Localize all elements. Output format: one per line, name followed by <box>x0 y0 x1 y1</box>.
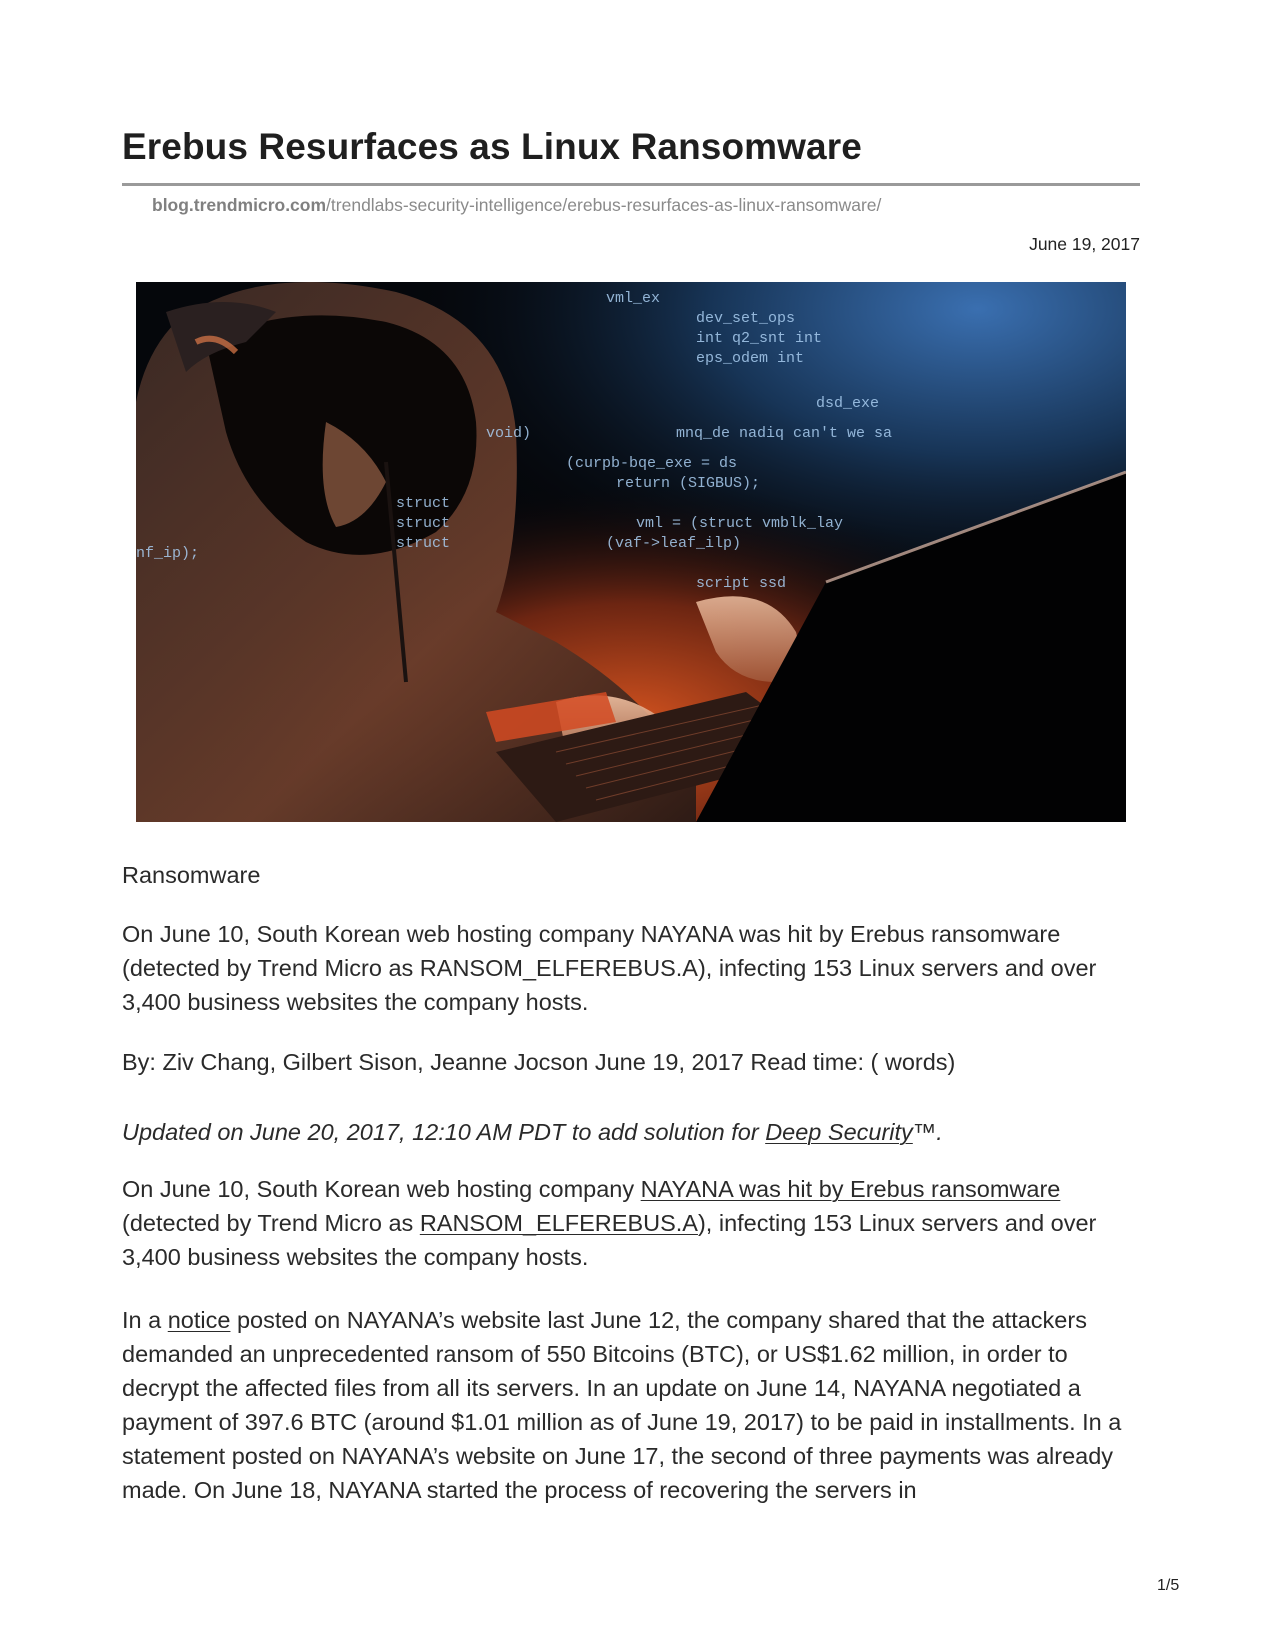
article-summary: On June 10, South Korean web hosting company NAYANA was hit by Erebus ransomware (detected by Trend Micro as RANSOM_ELFEREBUS.A), infecting 153 Linux servers and over 3,400 business websites the company hosts. <box>122 921 1097 1015</box>
article-paragraph-1 <box>122 1172 1140 1274</box>
hero-image <box>136 282 1126 822</box>
article-paragraph-2 <box>122 1303 1140 1507</box>
article-date: June 19, 2017 <box>1029 234 1140 254</box>
article-title: Erebus Resurfaces as Linux Ransomware <box>122 126 862 167</box>
code-text: eps_odem int <box>696 350 805 367</box>
code-text: vml = (struct vmblk_lay <box>636 515 844 532</box>
article-byline: By: Ziv Chang, Gilbert Sison, Jeanne Jocson June 19, 2017 Read time: ( words) <box>122 1049 956 1075</box>
code-text: vml_ex <box>606 290 661 307</box>
code-text: return (SIGBUS); <box>616 475 761 492</box>
title-divider <box>122 183 1140 186</box>
page-number: 1/5 <box>1157 1577 1180 1594</box>
code-text: struct <box>396 495 451 512</box>
paragraph-text: In a <box>122 1307 168 1333</box>
ransom-elferebus-link[interactable]: RANSOM_ELFEREBUS.A <box>419 1210 698 1236</box>
nayana-erebus-link[interactable]: NAYANA was hit by Erebus ransomware <box>640 1176 1061 1202</box>
code-text: struct <box>396 515 451 532</box>
paragraph-text: ), infecting 153 Linux servers and over 3,400 business websites the company hosts. <box>122 1210 1097 1270</box>
paragraph-text: On June 10, South Korean web hosting company <box>122 1176 641 1202</box>
article-category: Ransomware <box>122 862 261 888</box>
source-path: /trendlabs-security-intelligence/erebus-resurfaces-as-linux-ransomware/ <box>326 195 882 215</box>
code-text: (curpb-bqe_exe = ds <box>566 455 738 472</box>
code-text: mnq_de nadiq can't we sa <box>676 425 893 442</box>
paragraph-text: posted on NAYANA’s website last June 12, the company shared that the attackers demanded an unprecedented ransom of 550 Bitcoins (BTC), or US$1.62 million, in order to decrypt the affected files from all its servers. In an update on June 14, NAYANA negotiated a payment of 397.6 BTC (around $1.01 million as of June 19, 2017) to be paid in installments. In a statement posted on NAYANA’s website on June 17, the second of three payments was already made. On June 18, NAYANA started the process of recovering the servers in <box>122 1307 1122 1503</box>
update-note-suffix: ™. <box>912 1119 943 1145</box>
code-text: script ssd <box>696 575 787 592</box>
code-text: int q2_snt int <box>696 330 823 347</box>
code-text: dsd_exe <box>816 395 880 412</box>
update-note <box>122 1115 1140 1149</box>
deep-security-link[interactable]: Deep Security <box>765 1119 913 1145</box>
hooded-hacker-at-laptop-image <box>136 282 1126 822</box>
code-text: nf_ip); <box>136 545 200 562</box>
code-text: (vaf->leaf_ilp) <box>606 535 742 552</box>
code-text: struct <box>396 535 451 552</box>
notice-link[interactable]: notice <box>167 1307 231 1333</box>
code-text: void) <box>486 425 532 442</box>
update-note-text: Updated on June 20, 2017, 12:10 AM PDT to add solution for <box>122 1119 766 1145</box>
paragraph-text: (detected by Trend Micro as <box>122 1210 420 1236</box>
code-text: dev_set_ops <box>696 310 796 327</box>
source-domain: blog.trendmicro.com <box>152 195 327 215</box>
source-url-link[interactable] <box>152 195 881 216</box>
